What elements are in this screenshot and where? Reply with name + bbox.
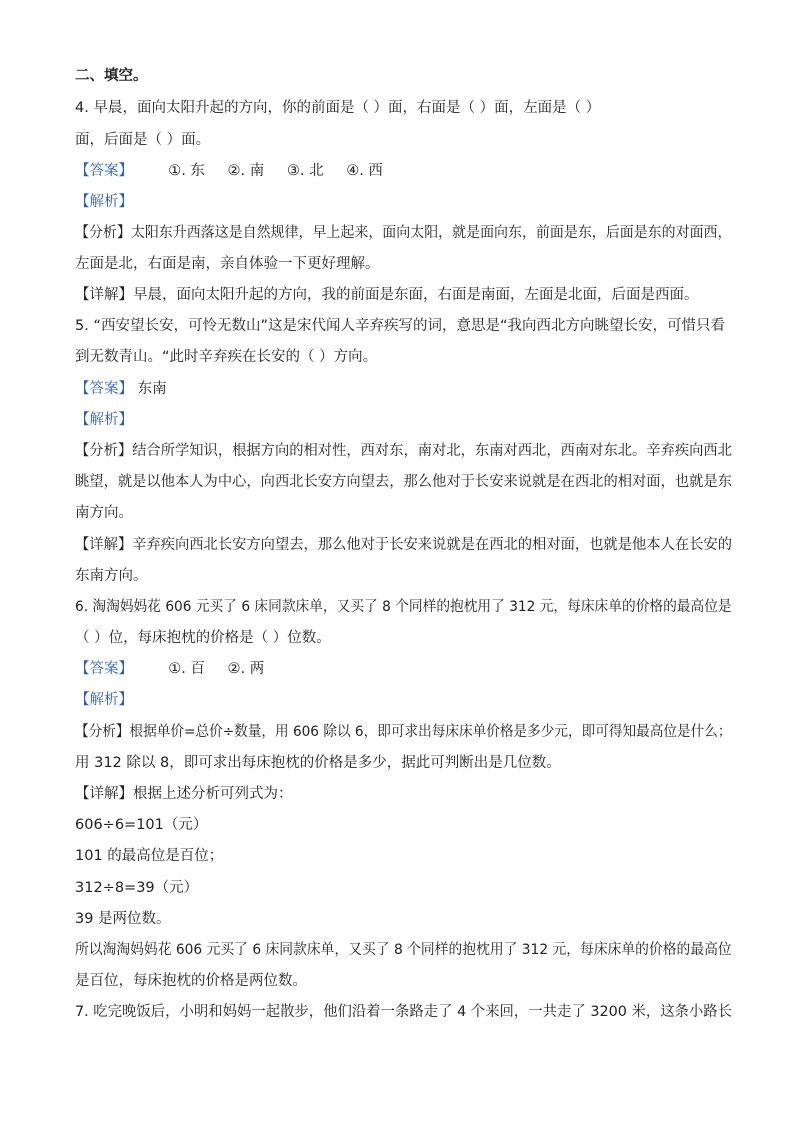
q4-xiangjie: 【详解】早晨，面向太阳升起的方向，我的前面是东面，右面是南面，左面是北面，后面是西面。 [75,287,699,303]
q4-analysis-tag: 【解析】 [75,194,133,210]
q4-fenxi-1: 【分析】太阳东升西落这是自然规律，早上起来，面向太阳，就是面向东，前面是东，后面是东的对面西， [75,225,732,241]
q5-line-1: 5. “西安望长安，可怜无数山”这是宋代闻人辛弃疾写的词，意思是“我向西北方向眺望长安，可惜只看 [75,318,725,334]
q5-answer-row [75,379,732,399]
q5-xiangjie-2: 东南方向。 [75,568,148,584]
section-title: 二、填空。 [75,68,148,84]
q4-answer-2: ②. 南 [227,163,265,179]
q6-calc-3: 312÷8=39（元） [75,880,199,896]
q6-line-2: （ ）位，每床抱枕的价格是（ ）位数。 [75,630,331,646]
q6-answer-1: ①. 百 [168,661,205,677]
answer-tag: 【答案】 [75,381,133,397]
q6-conclusion-1: 所以淘淘妈妈花 606 元买了 6 床同款床单，又买了 8 个同样的抱枕用了 312 元，每床床单的价格的最高位 [75,942,732,958]
q6-calc-4: 39 是两位数。 [75,911,171,927]
q5-analysis-tag: 【解析】 [75,412,133,428]
q6-fenxi-2: 用 312 除以 8，即可求出每床抱枕的价格是多少，据此可判断出是几位数。 [75,755,561,771]
q5-line-2: 到无数青山。“此时辛弃疾在长安的（ ）方向。 [75,349,378,365]
q6-conclusion-2: 是百位，每床抱枕的价格是两位数。 [75,973,307,989]
answer-tag: 【答案】 [75,163,133,179]
q7-line-1: 7. 吃完晚饭后，小明和妈妈一起散步，他们沿着一条路走了 4 个来回，一共走了 3200 米，这条小路长 [75,1004,733,1020]
q5-xiangjie-1: 【详解】辛弃疾向西北长安方向望去，那么他对于长安来说就是在西北的相对面，也就是他本人在长安的 [75,537,732,553]
q5-fenxi-1: 【分析】结合所学知识，根据方向的相对性，西对东，南对北，东南对西北，西南对东北。辛弃疾向西北 [75,443,732,459]
answer-tag: 【答案】 [75,661,133,677]
q6-fenxi-1: 【分析】根据单价=总价÷数量，用 606 除以 6，即可求出每床床单价格是多少元，即可得知最高位是什么； [75,724,732,740]
q4-line-2: 面，后面是（ ）面。 [75,132,211,148]
q4-answer-row [75,161,732,181]
q6-calc-2: 101 的最高位是百位； [75,848,224,864]
q6-xiangjie: 【详解】根据上述分析可列式为： [75,786,293,802]
q5-fenxi-3: 南方向。 [75,505,133,521]
q6-line-1: 6. 淘淘妈妈花 606 元买了 6 床同款床单，又买了 8 个同样的抱枕用了 312 元，每床床单的价格的最高位是 [75,599,732,615]
q4-answer-1: ①. 东 [168,163,205,179]
q4-answer-4: ④. 西 [346,163,383,179]
q6-calc-1: 606÷6=101（元） [75,817,208,833]
q6-analysis-tag: 【解析】 [75,692,133,708]
q5-answer: 东南 [137,381,167,397]
q5-fenxi-2: 眺望，就是以他本人为中心，向西北长安方向望去，那么他对于长安来说就是在西北的相对面，也就是东 [75,474,732,490]
q6-answer-2: ②. 两 [227,661,265,677]
q4-fenxi-2: 左面是北，右面是南，亲自体验一下更好理解。 [75,256,380,272]
q4-line-1: 4. 早晨，面向太阳升起的方向，你的前面是（ ）面，右面是（ ）面，左面是（ ） [75,100,601,116]
q4-answer-3: ③. 北 [286,163,324,179]
q6-answer-row [75,659,732,679]
